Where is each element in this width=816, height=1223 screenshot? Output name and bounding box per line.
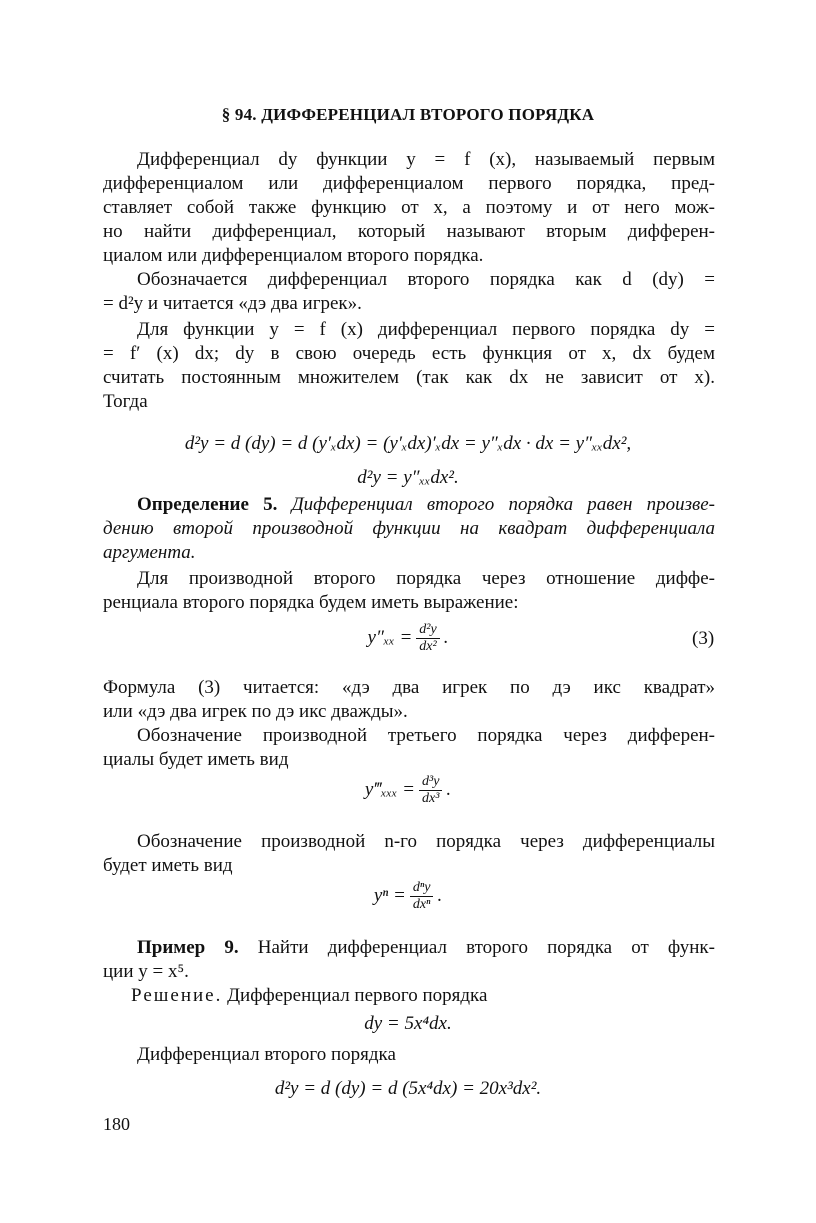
definition-label: Определение 5. [137, 494, 278, 515]
formula-5-numerator: dⁿy [410, 880, 434, 897]
para5-line-2: или «дэ два игрек по дэ икс дважды». [103, 701, 408, 722]
formula-5-lhs: yⁿ = [373, 884, 406, 906]
para6-line-1: Обозначение производной третьего порядка через дифферен- [137, 725, 715, 746]
definition-line-2: дению второй производной функции на квадрат дифференциала [103, 518, 715, 539]
formula-nth-derivative [0, 880, 816, 913]
para1-line-4: но найти дифференциал, который называют вторым дифферен- [103, 221, 715, 242]
definition-line-1 [103, 493, 715, 517]
para3-line-4: Тогда [103, 391, 148, 412]
example-line-1 [103, 936, 715, 960]
para4-line-2: ренциала второго порядка будем иметь выражение: [103, 592, 519, 613]
para8-line: Дифференциал второго порядка [137, 1044, 396, 1065]
para3-line-3: считать постоянным множителем (так как dx не зависит от x). [103, 367, 715, 388]
para3-line-1: Для функции y = f (x) дифференциал первого порядка dy = [137, 319, 715, 340]
formula-3-number: (3) [692, 628, 715, 649]
page-number: 180 [103, 1114, 130, 1134]
solution-line [103, 984, 715, 1008]
formula-4-numerator: d³y [419, 774, 442, 791]
para1-line-1: Дифференциал dy функции y = f (x), называемый первым [137, 149, 715, 170]
solution-text: Дифференциал первого порядка [227, 985, 488, 1006]
example-label: Пример 9. [137, 937, 239, 958]
para7-line-2: будет иметь вид [103, 855, 233, 876]
formula-3-tail: . [443, 626, 449, 648]
para2-line-2: = d²y и читается «дэ два игрек». [103, 293, 362, 314]
solution-label: Решение. [131, 985, 223, 1006]
formula-5-fraction [410, 880, 434, 913]
para2-line-1: Обозначается дифференциал второго порядка как d (dy) = [137, 269, 715, 290]
formula-4-tail: . [446, 778, 452, 800]
formula-4-fraction [419, 774, 442, 807]
formula-4-denominator: dx³ [422, 791, 440, 806]
definition-line-3: аргумента. [103, 542, 196, 563]
formula-3-fraction [416, 622, 439, 655]
para7-line-1: Обозначение производной n-го порядка через дифференциалы [137, 831, 715, 852]
formula-first-differential: dy = 5x⁴dx. [364, 1013, 452, 1034]
section-heading: § 94. ДИФФЕРЕНЦИАЛ ВТОРОГО ПОРЯДКА [221, 105, 595, 124]
para3-line-2: = f′ (x) dx; dy в свою очередь есть функция от x, dx будем [103, 343, 715, 364]
formula-5-denominator: dxⁿ [412, 897, 431, 912]
formula-3-numerator: d²y [416, 622, 439, 639]
formula-second-differential-example: d²y = d (dy) = d (5x⁴dx) = 20x³dx². [274, 1078, 542, 1099]
example-line-2: ции y = x⁵. [103, 961, 189, 982]
para1-line-2: дифференциалом или дифференциалом первого порядка, пред- [103, 173, 715, 194]
para4-line-1: Для производной второго порядка через отношение диффе- [137, 568, 715, 589]
formula-second-differential: d²y = y″ₓₓdx². [357, 467, 459, 488]
formula-4-lhs: y‴ₓₓₓ = [364, 778, 415, 800]
formula-5-tail: . [437, 884, 443, 906]
para1-line-3: ставляет собой также функцию от x, а поэтому и от него мож- [103, 197, 715, 218]
example-text: Найти дифференциал второго порядка от функ- [257, 937, 715, 958]
para1-line-5: циалом или дифференциалом второго порядка. [103, 245, 484, 266]
formula-third-derivative [0, 774, 816, 807]
formula-3-denominator: dx² [419, 639, 437, 654]
para6-line-2: циалы будет иметь вид [103, 749, 289, 770]
formula-3-lhs: y″ₓₓ = [367, 626, 413, 648]
para5-line-1: Формула (3) читается: «дэ два игрек по дэ икс квадрат» [103, 677, 715, 698]
formula-second-differential-derivation: d²y = d (dy) = d (y′ₓdx) = (y′ₓdx)′ₓdx = y″ₓdx · dx = y″ₓₓdx², [184, 433, 632, 454]
definition-text: Дифференциал второго порядка равен произве- [291, 494, 715, 515]
